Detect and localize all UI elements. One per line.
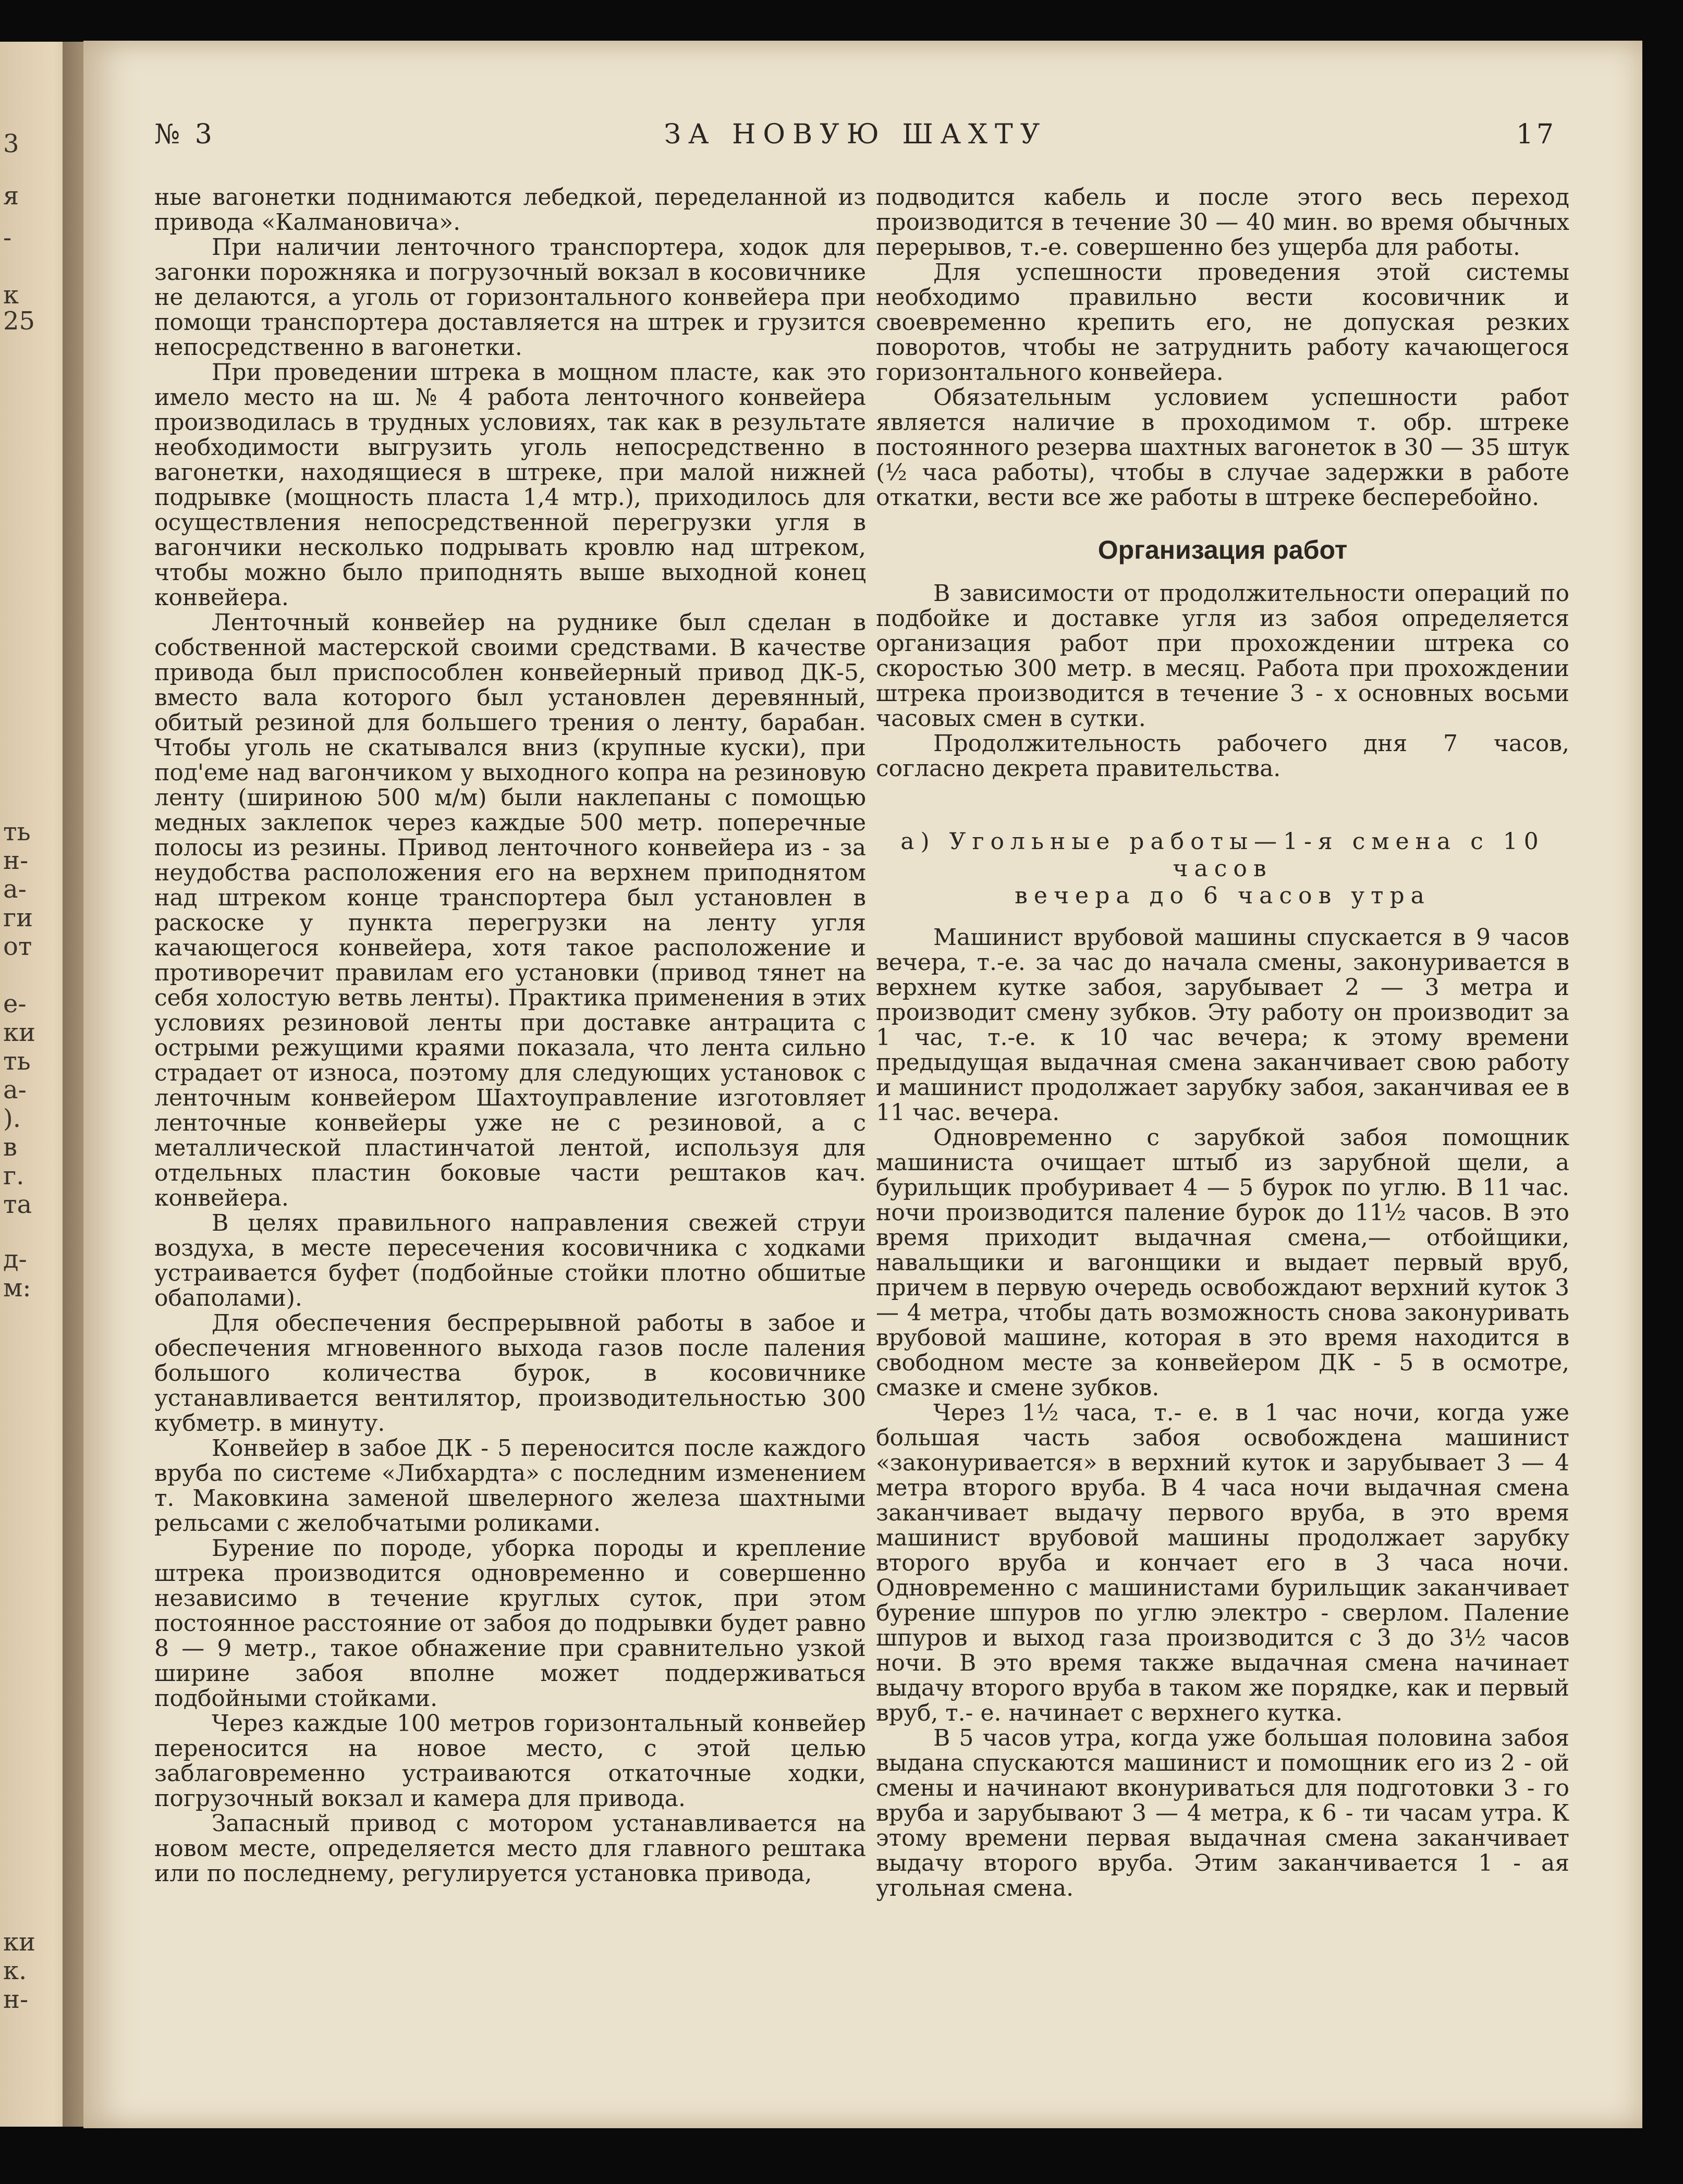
paragraph: В 5 часов утра, когда уже большая половина забоя выдана спускаются машинист и помощник его из 2 - ой смены и начинают вконуриваться для подготовки 3 - го вруба и зарубывают 3 — 4 метра, к 6 - ти часам утра. К этому времени первая выдачная смена заканчивает выдачу второго вруба. Этим заканчивается 1 - ая угольная смена. [876,1725,1569,1901]
prev-page-fragment: а- [3,875,27,904]
subheading-line: вечера до 6 часов утра [1015,882,1431,909]
prev-page-fragment: ки [3,1018,35,1047]
prev-page-fragment: та [3,1190,32,1219]
paragraph: ные вагонетки поднимаются лебедкой, переделанной из привода «Калмановича». [154,184,866,236]
prev-page-fragment: - [3,223,12,252]
prev-page-fragment: м: [3,1273,31,1303]
prev-page-fragment: ). [3,1104,21,1133]
paragraph: Ленточный конвейер на руднике был сделан в собственной мастерской своими средствами. В качестве привода был приспособлен конвейерный привод ДК-5, вместо вала которого был установлен деревянный, обитый резиной для большего трения о ленту, барабан. Чтобы уголь не скатывался вниз (крупные куски), при под'еме над вагончиком у выходного копра на резиновую ленту (шириною 500 м/м) были наклепаны с помощью медных заклепок через каждые 500 метр. поперечные полосы из резины. Привод ленточного конвейера из - за неудобства расположения его на верхнем приподнятом над штреком конце транспортера был установлен в раскоске у пункта перегрузки на ленту угля качающегося конвейера, хотя такое расположение и противоречит правилам его установки (привод тянет на себя холостую ветвь ленты). Практика применения в этих условиях резиновой ленты при доставке антрацита с острыми режущими краями показала, что лента сильно страдает от износа, поэтому для следующих установок с ленточным конвейером Шахтоуправление изготовляет ленточные конвейеры уже не с резиновой, а с металлической пластинчатой лентой, используя для отдельных пластин боковые части рештаков кач. конвейера. [154,609,866,1211]
prev-page-fragment: к [3,280,19,310]
prev-page-fragment: н- [3,846,29,875]
prev-page-fragment: от [3,932,32,961]
paragraph: Машинист врубовой машины спускается в 9 часов вечера, т.-е. за час до начала смены, законуривается в верхнем кутке забоя, зарубывает 2 — 3 метра и производит смену зубков. Эту работу он производит за 1 час, т.-е. к 10 час вечера; к этому времени предыдущая выдачная смена заканчивает свою работу и машинист продолжает зарубку забоя, заканчивая ее в 11 час. вечера. [876,924,1569,1126]
shift-subheading [876,828,1569,910]
paragraph: В зависимости от продолжительности операций по подбойке и доставке угля из забоя определяется организация работ при прохождении штрека со скоростью 300 метр. в месяц. Работа при прохождении штрека производится в течение 3 - х основных восьми часовых смен в сутки. [876,580,1569,732]
journal-title: ЗА НОВУЮ ШАХТУ [664,119,1047,150]
paragraph: Продолжительность рабочего дня 7 часов, согласно декрета правительства. [876,730,1569,782]
paragraph: Обязательным условием успешности работ является наличие в проходимом т. обр. штреке постоянного резерва шахтных вагонеток в 30 — 35 штук (½ часа работы), чтобы в случае задержки в работе откатки, вести все же работы в штреке бесперебойно. [876,384,1569,511]
prev-page-fragment: ть [3,817,31,846]
subheading-line: а) Угольные работы—1-я смена с 10 часов [900,828,1545,882]
prev-page-fragment: а- [3,1075,27,1105]
paragraph: Запасный привод с мотором устанавливается на новом месте, определяется место для главного рештака или по последнему, регулируется установка привода, [154,1810,866,1887]
paragraph: Через каждые 100 метров горизонтальный конвейер переносится на новое место, с этой целью заблаговременно устраиваются откаточные ходки, погрузочный вокзал и камера для привода. [154,1710,866,1812]
prev-page-fragment: 25 [3,306,35,336]
paragraph: Одновременно с зарубкой забоя помощник машиниста очищает штыб из зарубной щели, а бурильщик пробуривает 4 — 5 бурок по углю. В 11 час. ночи производится паление бурок до 11½ часов. В это время приходит выдачная смена,— отбойщики, навальщики и вагонщики и выдает первый вруб, причем в первую очередь освобождают верхний куток 3 — 4 метра, чтобы дать возможность снова законуривать врубовой машине, которая в это время находится в свободном месте за конвейером ДК - 5 в осмотре, смазке и смене зубков. [876,1124,1569,1401]
prev-page-fragment: я [3,181,19,211]
running-header [154,119,1557,161]
prev-page-fragment: к. [3,1956,27,1985]
right-column [876,185,1569,1901]
section-heading: Организация работ [1097,535,1348,565]
prev-page-fragment: е- [3,989,27,1019]
left-column [154,185,866,1886]
page-number: 17 [1516,119,1557,150]
paragraph: подводится кабель и после этого весь переход производится в течение 30 — 40 мин. во время обычных перерывов, т.-е. совершенно без ущерба для работы. [876,184,1569,261]
paragraph: В целях правильного направления свежей струи воздуха, в месте пересечения косовичника с ходками устраивается буфет (подбойные стойки плотно обшитые обаполами). [154,1210,866,1311]
paragraph: Для обеспечения беспрерывной работы в забое и обеспечения мгновенного выхода газов после паления большого количества бурок, в косовичнике устанавливается вентилятор, производительностью 300 кубметр. в минуту. [154,1310,866,1437]
paragraph: Через 1½ часа, т.- е. в 1 час ночи, когда уже большая часть забоя освобождена машинист «законуривается» в верхний куток и зарубывает 3 — 4 метра второго вруба. В 4 часа ночи выдачная смена заканчивает выдачу первого вруба, в это время машинист врубовой машины продолжает зарубку второго вруба и кончает его в 3 часа ночи. Одновременно с машинистами бурильщик заканчивает бурение шпуров по углю электро - сверлом. Паление шпуров и выход газа производится с 3 до 3½ часов ночи. В это время также выдачная смена начинает выдачу второго вруба в таком же порядке, как и первый вруб, т.- е. начинает с верхнего кутка. [876,1400,1569,1726]
prev-page-fragment: в [3,1133,18,1162]
paragraph: При проведении штрека в мощном пласте, как это имело место на ш. № 4 работа ленточного конвейера производилась в трудных условиях, так как в результате необходимости выгрузить уголь непосредственно в вагонетки, находящиеся в штреке, при малой нижней подрывке (мощность пласта 1,4 мтр.), приходилось для осуществления непосредственной перегрузки угля в вагончики несколько подрывать кровлю над штреком, чтобы можно было приподнять выше выходной конец конвейера. [154,359,866,611]
prev-page-fragment: ги [3,903,33,933]
paragraph: Для успешности проведения этой системы необходимо правильно вести косовичник и своевременно крепить его, не допуская резких поворотов, чтобы не затруднить работу качающегося горизонтального конвейера. [876,259,1569,386]
prev-page-fragment: ть [3,1047,31,1076]
prev-page-fragment: н- [3,1985,29,2014]
prev-page-fragment: г. [3,1161,25,1191]
paragraph: Конвейер в забое ДК - 5 переносится после каждого вруба по системе «Либхардта» с последним изменением т. Маковкина заменой швелерного железа шахтными рельсами с желобчатыми роликами. [154,1435,866,1537]
paragraph: При наличии ленточного транспортера, ходок для загонки порожняка и погрузочный вокзал в косовичнике не делаются, а уголь от горизонтального конвейера при помощи транспортера доставляется на штрек и грузится непосредственно в вагонетки. [154,234,866,361]
paragraph: Бурение по породе, уборка породы и крепление штрека производится одновременно и совершенно независимо в течение круглых суток, при этом постоянное расстояние от забоя до подрывки будет равно 8 — 9 метр., такое обнажение при сравнительно узкой ширине забоя вполне может поддерживаться подбойными стойками. [154,1535,866,1712]
prev-page-fragment: ки [3,1928,35,1957]
prev-page-fragment: д- [3,1245,27,1274]
issue-number: № 3 [154,119,215,150]
prev-page-fragment: 3 [3,129,19,158]
